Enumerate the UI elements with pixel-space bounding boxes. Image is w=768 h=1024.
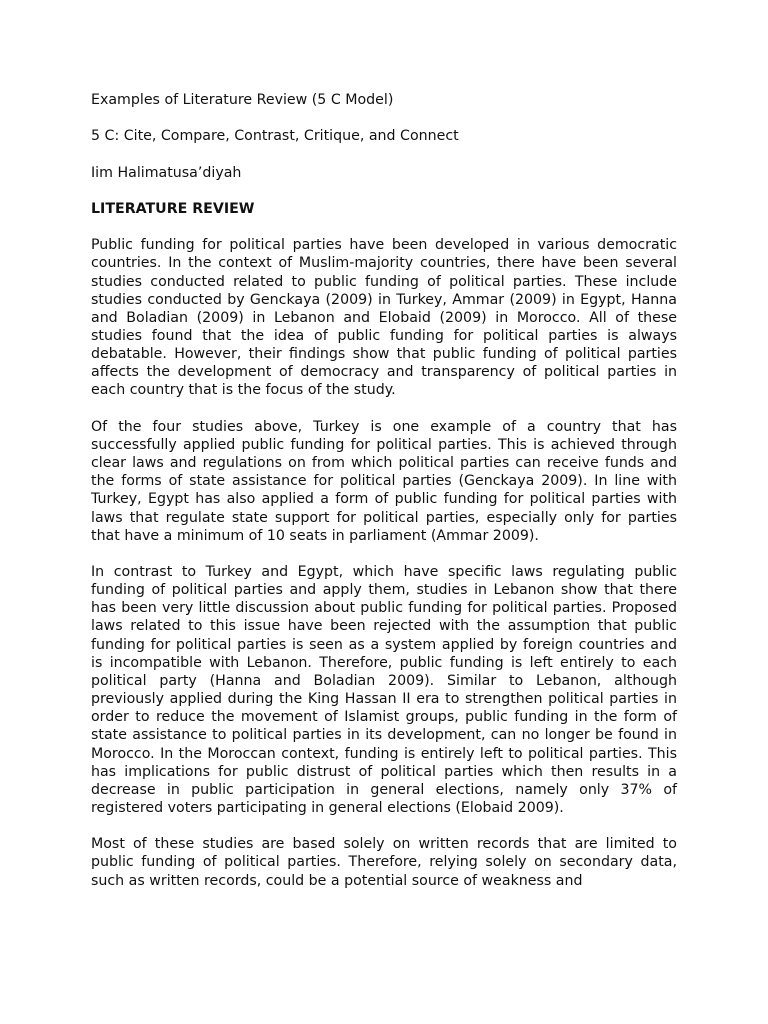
document-title: Examples of Literature Review (5 C Model) <box>91 92 394 108</box>
paragraph-3: In contrast to Turkey and Egypt, which have specific laws regulating public funding of political parties and apply them, studies in Lebanon show that there has been very little discussion about public funding for political parties. Proposed laws related to this issue have been rejected with the assumption that public funding for political parties is seen as a system applied by foreign countries and is incompatible with Lebanon. Therefore, public funding is left entirely to each political party (Hanna and Boladian 2009). Similar to Lebanon, although previously applied during the King Hassan II era to strengthen political parties in order to reduce the movement of Islamist groups, public funding in the form of state assistance to political parties in its development, can no longer be found in Morocco. In the Moroccan context, funding is entirely left to political parties. This has implications for public distrust of political parties which then results in a decrease in public participation in general elections, namely only 37% of registered voters participating in general elections (Elobaid 2009). <box>91 563 677 816</box>
document-subtitle: 5 C: Cite, Compare, Contrast, Critique, and Connect <box>91 128 459 145</box>
document-author: Iim Halimatusa’diyah <box>91 164 242 181</box>
paragraph-1: Public funding for political parties have been developed in various democratic countries. In the context of Muslim-majority countries, there have been several studies conducted related to public funding of political parties. These include studies conducted by Genckaya (2009) in Turkey, Ammar (2009) in Egypt, Hanna and Boladian (2009) in Lebanon and Elobaid (2009) in Morocco. All of these studies found that the idea of public funding for political parties is always debatable. However, their findings show that public funding of political parties affects the development of democracy and transparency of political parties in each country that is the focus of the study. <box>91 237 677 399</box>
paragraph-4: Most of these studies are based solely on written records that are limited to public funding of political parties. Therefore, relying solely on secondary data, such as written records, could be a potential source of weakness and <box>91 836 677 889</box>
section-heading: LITERATURE REVIEW <box>91 200 255 217</box>
document-page <box>91 91 677 908</box>
paragraph-2: Of the four studies above, Turkey is one example of a country that has successfully applied public funding for political parties. This is achieved through clear laws and regulations on from which political parties can receive funds and the forms of state assistance for political parties (Genckaya 2009). In line with Turkey, Egypt has also applied a form of public funding for political parties with laws that regulate state support for political parties, especially only for parties that have a minimum of 10 seats in parliament (Ammar 2009). <box>91 418 677 544</box>
